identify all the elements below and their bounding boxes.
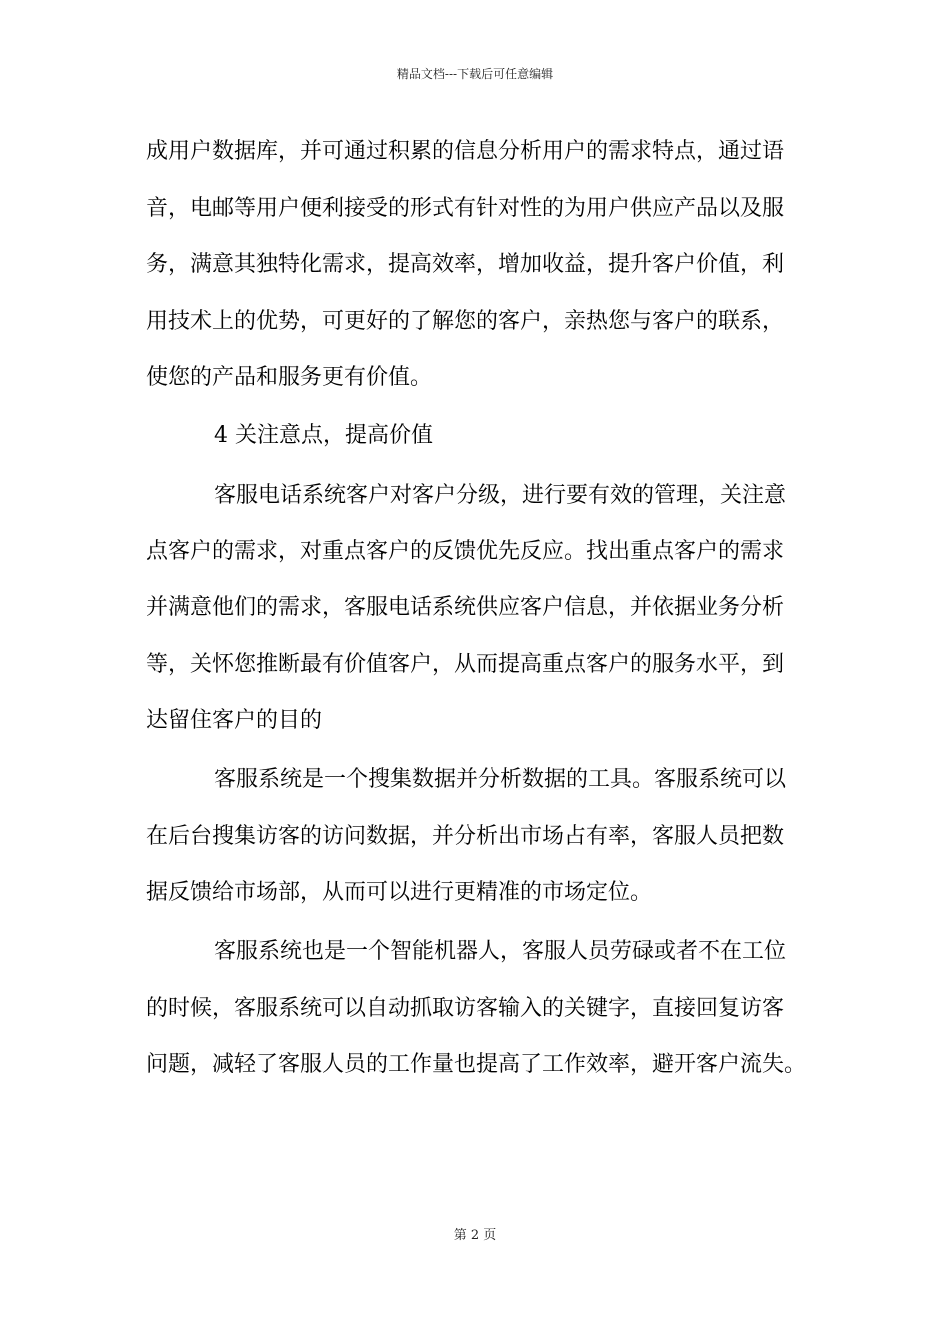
body-text-line: 客服系统是一个搜集数据并分析数据的工具。客服系统可以 bbox=[214, 767, 787, 792]
body-text-line: 的时候，客服系统可以自动抓取访客输入的关键字，直接回复访客 bbox=[146, 996, 785, 1021]
body-text-line: 客服系统也是一个智能机器人，客服人员劳碌或者不在工位 bbox=[214, 939, 787, 964]
body-text-line: 在后台搜集访客的访问数据，并分析出市场占有率，客服人员把数 bbox=[146, 824, 785, 849]
body-text-line: 用技术上的优势，可更好的了解您的客户，亲热您与客户的联系， bbox=[146, 309, 785, 334]
body-text-line: 据反馈给市场部，从而可以进行更精准的市场定位。 bbox=[146, 880, 653, 905]
body-text-line: 问题，减轻了客服人员的工作量也提高了工作效率，避开客户流失。 bbox=[146, 1052, 807, 1077]
body-text-line: 使您的产品和服务更有价值。 bbox=[146, 365, 433, 390]
body-text-line: 并满意他们的需求，客服电话系统供应客户信息，并依据业务分析 bbox=[146, 595, 785, 620]
body-text-line: 等，关怀您推断最有价值客户，从而提高重点客户的服务水平，到 bbox=[146, 652, 785, 677]
body-text-line: 达留住客户的目的 bbox=[146, 708, 323, 733]
page-header: 精品文档---下载后可任意编辑 bbox=[396, 67, 554, 81]
body-text-line: 务，满意其独特化需求，提高效率，增加收益，提升客户价值，利 bbox=[146, 252, 785, 277]
body-text-line: 音，电邮等用户便利接受的形式有针对性的为用户供应产品以及服 bbox=[146, 196, 785, 221]
body-text-line: 点客户的需求，对重点客户的反馈优先反应。找出重点客户的需求 bbox=[146, 539, 785, 564]
section-heading: 4 关注意点，提高价值 bbox=[214, 423, 433, 448]
body-text-line: 客服电话系统客户对客户分级，进行要有效的管理，关注意 bbox=[214, 483, 787, 508]
page-number: 第 2 页 bbox=[453, 1228, 497, 1243]
body-text-line: 成用户数据库，并可通过积累的信息分析用户的需求特点，通过语 bbox=[146, 139, 785, 164]
